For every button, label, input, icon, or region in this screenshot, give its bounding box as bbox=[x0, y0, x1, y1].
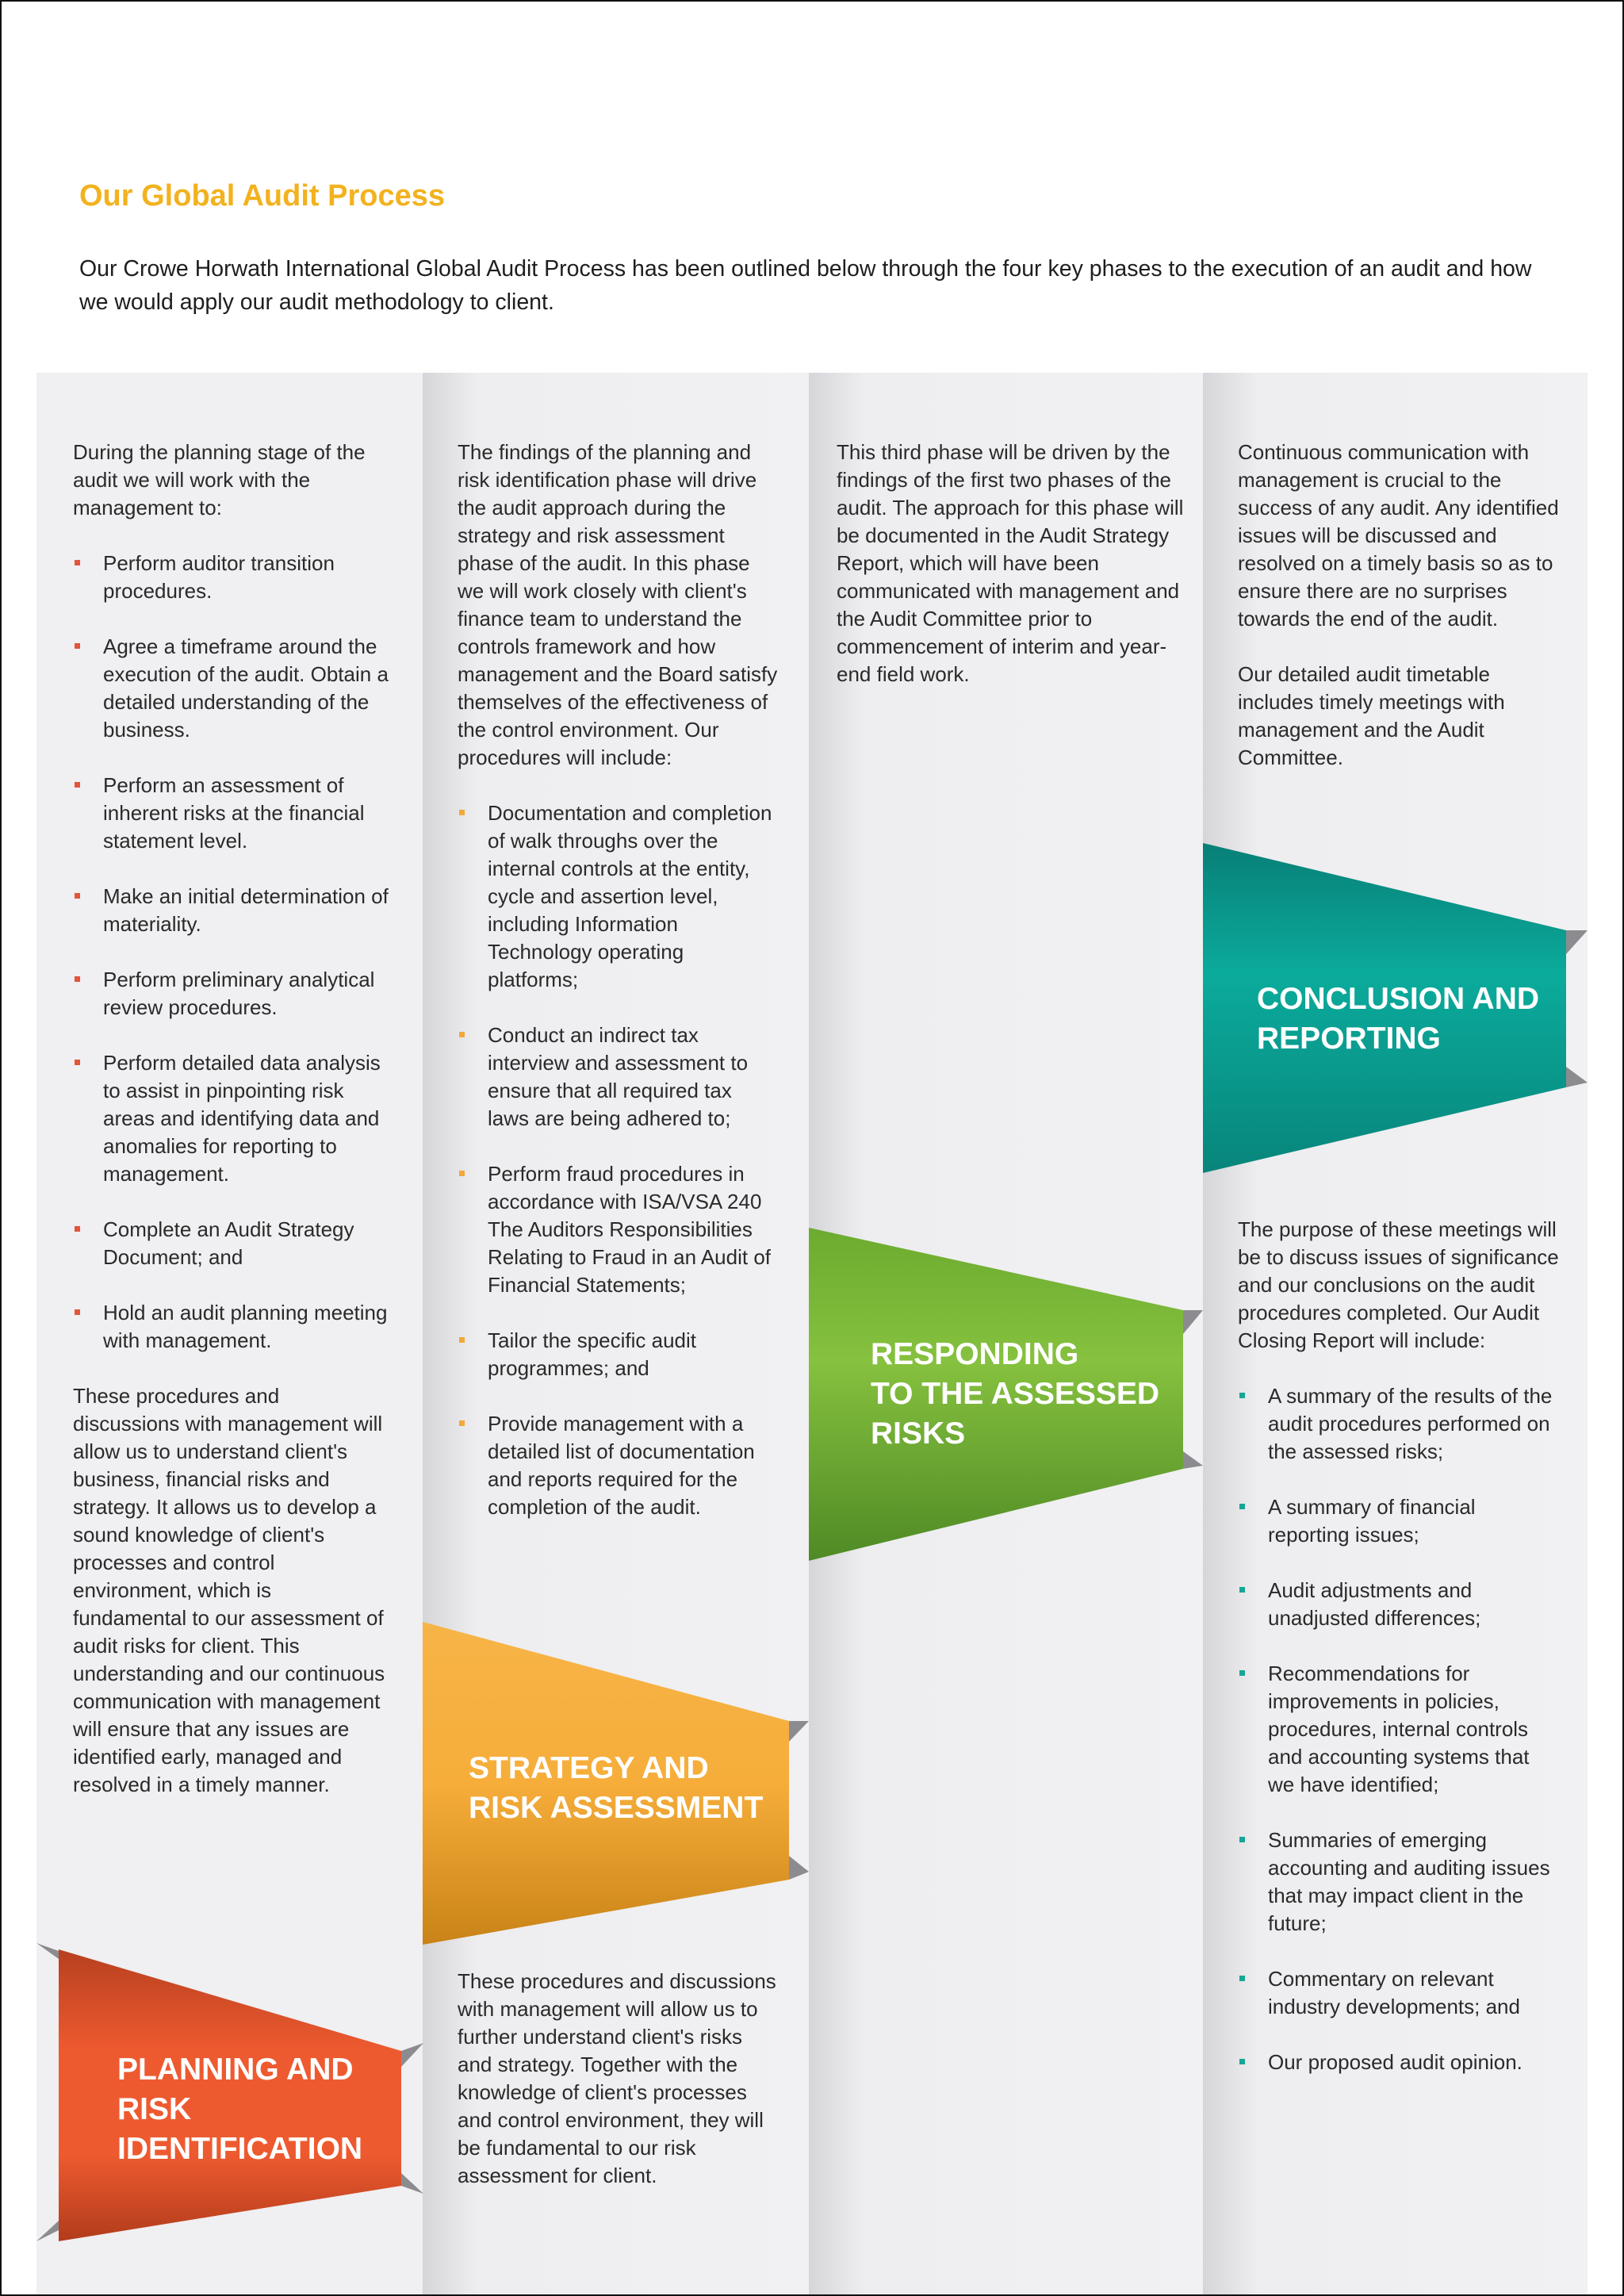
bullet-icon bbox=[459, 1171, 465, 1176]
list-item: Tailor the specific audit programmes; and bbox=[458, 1327, 779, 1382]
list-item: Commentary on relevant industry developments; and bbox=[1238, 1965, 1559, 2021]
bullet-icon bbox=[75, 560, 80, 565]
list-item: Agree a timeframe around the execution of the audit. Obtain a detailed understanding of the business. bbox=[73, 633, 390, 744]
strategy-intro: The findings of the planning and risk identification phase will drive the audit approach during the strategy and risk assessment phase of the audit. In this phase we will work closely with client's finance team to understand the controls framework and how management and the Board satisfy themselves of the effectiveness of the control environment. Our procedures will include: bbox=[458, 440, 778, 769]
bullet-icon bbox=[1239, 1587, 1245, 1593]
bullet-icon bbox=[75, 976, 80, 982]
strategy-bullets bbox=[458, 799, 779, 1521]
list-item: Conduct an indirect tax interview and assessment to ensure that all required tax laws are being adhered to; bbox=[458, 1022, 779, 1133]
bullet-icon bbox=[1239, 1670, 1245, 1676]
list-item: A summary of the results of the audit procedures performed on the assessed risks; bbox=[1238, 1382, 1559, 1466]
list-item: Provide management with a detailed list of documentation and reports required for the completion of the audit. bbox=[458, 1410, 779, 1521]
responding-label: RESPONDING TO THE ASSESSED RISKS bbox=[871, 1337, 1160, 1451]
bullet-icon bbox=[75, 1309, 80, 1315]
conclusion-intro: Continuous communication with management is crucial to the success of any audit. Any identified issues will be discussed and resolved on a timely basis so as to ensure there are no surprises towards the end of the audit. bbox=[1238, 440, 1559, 631]
bullet-icon bbox=[459, 1420, 465, 1426]
bullet-icon bbox=[1239, 1393, 1245, 1398]
list-item: Complete an Audit Strategy Document; and bbox=[73, 1216, 390, 1271]
conclusion-bullets bbox=[1238, 1382, 1559, 2076]
bullet-icon bbox=[1239, 2059, 1245, 2064]
list-item: Perform detailed data analysis to assist in pinpointing risk areas and identifying data and anomalies for reporting to management. bbox=[73, 1049, 390, 1188]
strategy-text bbox=[458, 439, 779, 1549]
bullet-icon bbox=[459, 810, 465, 815]
planning-closing: These procedures and discussions with management will allow us to understand client's business, financial risks and strategy. It allows us to develop a sound knowledge of client's processes and control environment, which is fundamental to our assessment of audit risks for client. This understanding and our continuous communication with management will ensure that any issues are identified early, managed and resolved in a timely manner. bbox=[73, 1384, 385, 1796]
bullet-icon bbox=[75, 782, 80, 788]
strategy-closing: These procedures and discussions with management will allow us to further understand client's risks and strategy. Together with the knowledge of client's processes and control environment, they will be fundamental to our risk assessment for client. bbox=[458, 1969, 776, 2187]
bullet-icon bbox=[75, 1226, 80, 1232]
bullet-icon bbox=[75, 1060, 80, 1065]
conclusion-label: CONCLUSION AND REPORTING bbox=[1257, 982, 1540, 1056]
responding-intro: This third phase will be driven by the findings of the first two phases of the audit. The approach for this phase will be documented in the Audit Strategy Report, which will have been communicated with management and the Audit Committee prior to commencement of interim and year-end field work. bbox=[837, 440, 1184, 686]
list-item: Make an initial determination of materiality. bbox=[73, 883, 390, 938]
list-item: Documentation and completion of walk throughs over the internal controls at the entity, cycle and assertion level, including Information Technology operating platforms; bbox=[458, 799, 779, 994]
planning-label: PLANNING AND RISK IDENTIFICATION bbox=[117, 2053, 363, 2166]
planning-text bbox=[73, 439, 390, 1826]
list-item: Perform an assessment of inherent risks at the financial statement level. bbox=[73, 772, 390, 855]
bullet-icon bbox=[75, 643, 80, 649]
bullet-icon bbox=[1239, 1976, 1245, 1981]
list-item: Audit adjustments and unadjusted differences; bbox=[1238, 1577, 1559, 1632]
responding-text bbox=[837, 439, 1185, 716]
strategy-closing-text bbox=[458, 1968, 779, 2217]
bullet-icon bbox=[1239, 1837, 1245, 1842]
conclusion-timetable: Our detailed audit timetable includes timely meetings with management and the Audit Committee. bbox=[1238, 662, 1505, 769]
list-item: A summary of financial reporting issues; bbox=[1238, 1493, 1559, 1549]
list-item: Recommendations for improvements in policies, procedures, internal controls and accounting systems that we have identified; bbox=[1238, 1660, 1559, 1799]
list-item: Summaries of emerging accounting and auditing issues that may impact client in the future; bbox=[1238, 1826, 1559, 1938]
bullet-icon bbox=[459, 1337, 465, 1343]
planning-intro: During the planning stage of the audit we will work with the management to: bbox=[73, 440, 366, 519]
strategy-label: STRATEGY AND RISK ASSESSMENT bbox=[469, 1751, 764, 1825]
conclusion-text-top bbox=[1238, 439, 1559, 799]
conclusion-text-bottom bbox=[1238, 1216, 1559, 2104]
list-item: Hold an audit planning meeting with management. bbox=[73, 1299, 390, 1355]
bullet-icon bbox=[459, 1032, 465, 1037]
list-item: Perform fraud procedures in accordance with ISA/VSA 240 The Auditors Responsibilities Relating to Fraud in an Audit of Financial Statements; bbox=[458, 1160, 779, 1299]
list-item: Perform auditor transition procedures. bbox=[73, 550, 390, 605]
list-item: Our proposed audit opinion. bbox=[1238, 2049, 1559, 2076]
intro-paragraph: Our Crowe Horwath International Global Audit Process has been outlined below through the four key phases to the execution of an audit and how we would apply our audit methodology to client. bbox=[79, 256, 1532, 315]
planning-bullets bbox=[73, 550, 390, 1355]
list-item: Perform preliminary analytical review procedures. bbox=[73, 966, 390, 1022]
bullet-icon bbox=[75, 893, 80, 899]
conclusion-meetings: The purpose of these meetings will be to discuss issues of significance and our conclusions on the audit procedures completed. Our Audit Closing Report will include: bbox=[1238, 1217, 1559, 1352]
page-title: Our Global Audit Process bbox=[79, 179, 446, 213]
bullet-icon bbox=[1239, 1504, 1245, 1509]
